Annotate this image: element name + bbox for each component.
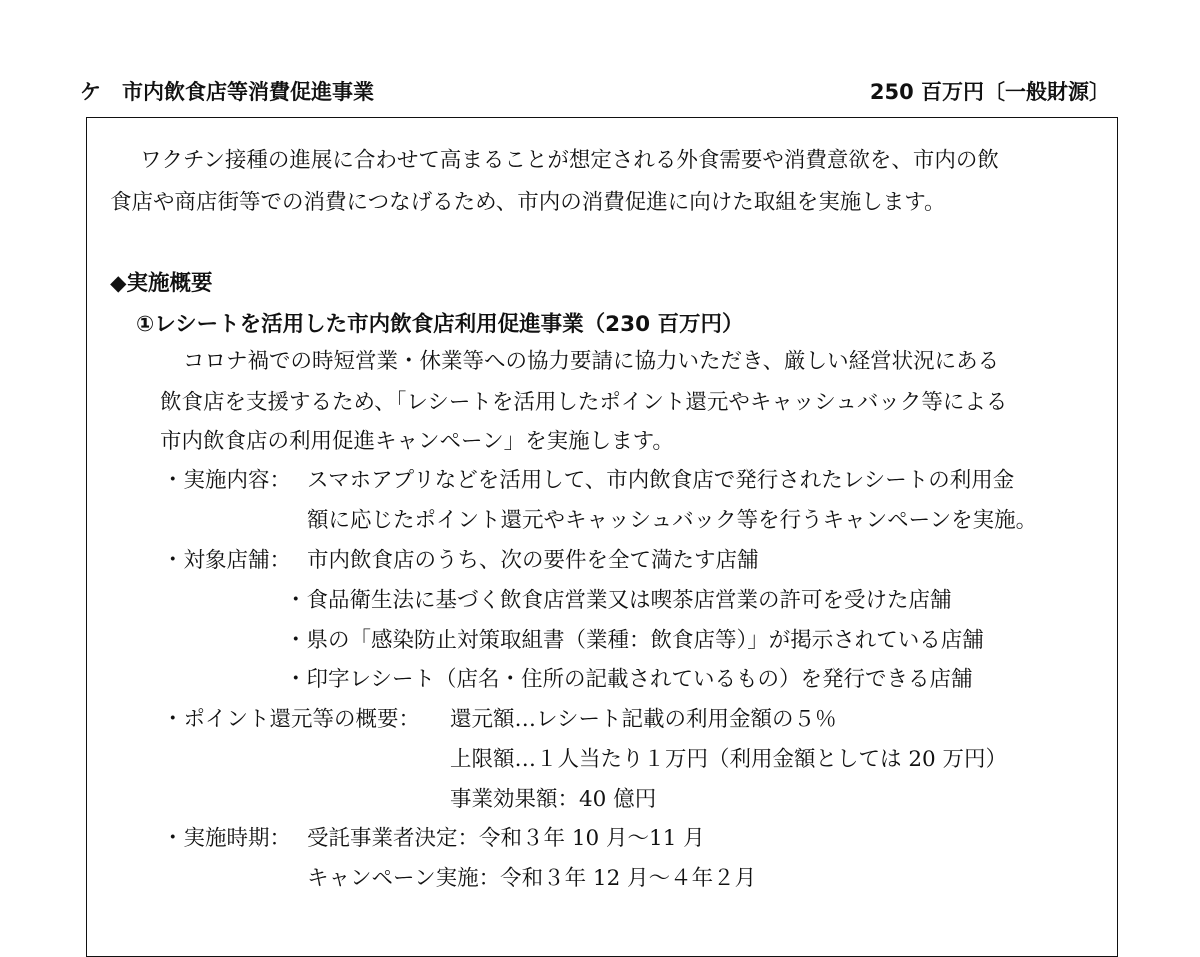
period-line-2: キャンペーン実施：令和３年 12 月～４年２月 [307,866,757,891]
store-requirement-2: ・県の「感染防止対策取組書（業種：飲食店等）」が掲示されている店舗 [285,628,984,653]
store-requirement-1: ・食品衛生法に基づく飲食店営業又は喫茶店営業の許可を受けた店舗 [285,588,952,613]
stores-text: 市内飲食店のうち、次の要件を全て満たす店舗 [307,548,759,573]
section-header [80,72,1110,108]
intro-line-1: ワクチン接種の進展に合わせて高まることが想定される外食需要や消費意欲を、市内の飲 [140,148,999,173]
item1-description-2: 飲食店を支援するため、「レシートを活用したポイント還元やキャッシュバック等による [160,390,1008,415]
points-line-1: 還元額…レシート記載の利用金額の５％ [450,707,837,732]
item1-description-1: コロナ禍での時短営業・休業等への協力要請に協力いただき、厳しい経営状況にある [183,349,1000,374]
item1-description-3: 市内飲食店の利用促進キャンペーン」を実施します。 [160,429,674,454]
period-label: ・実施時期： [162,826,292,851]
store-requirement-3: ・印字レシート（店名・住所の記載されているもの）を発行できる店舗 [285,667,973,692]
points-line-2: 上限額…１人当たり１万円（利用金額としては 20 万円） [450,747,1008,772]
content-line-2: 額に応じたポイント還元やキャッシュバック等を行うキャンペーンを実施。 [307,508,1038,533]
item1-heading: ①レシートを活用した市内飲食店利用促進事業（230 百万円） [136,312,744,337]
budget-amount: 250 百万円〔一般財源〕 [869,80,1110,104]
section-title: ケ 市内飲食店等消費促進事業 [80,80,374,104]
content-line-1: スマホアプリなどを活用して、市内飲食店で発行されたレシートの利用金 [307,468,1015,493]
points-label: ・ポイント還元等の概要： [162,707,421,732]
points-line-3: 事業効果額：40 億円 [450,787,657,812]
stores-label: ・対象店舗： [162,548,292,573]
overview-heading: ◆実施概要 [110,271,213,296]
intro-line-2: 食店や商店街等での消費につなげるため、市内の消費促進に向けた取組を実施します。 [110,190,946,215]
period-line-1: 受託事業者決定：令和３年 10 月～11 月 [307,826,705,851]
content-label: ・実施内容： [162,468,292,493]
